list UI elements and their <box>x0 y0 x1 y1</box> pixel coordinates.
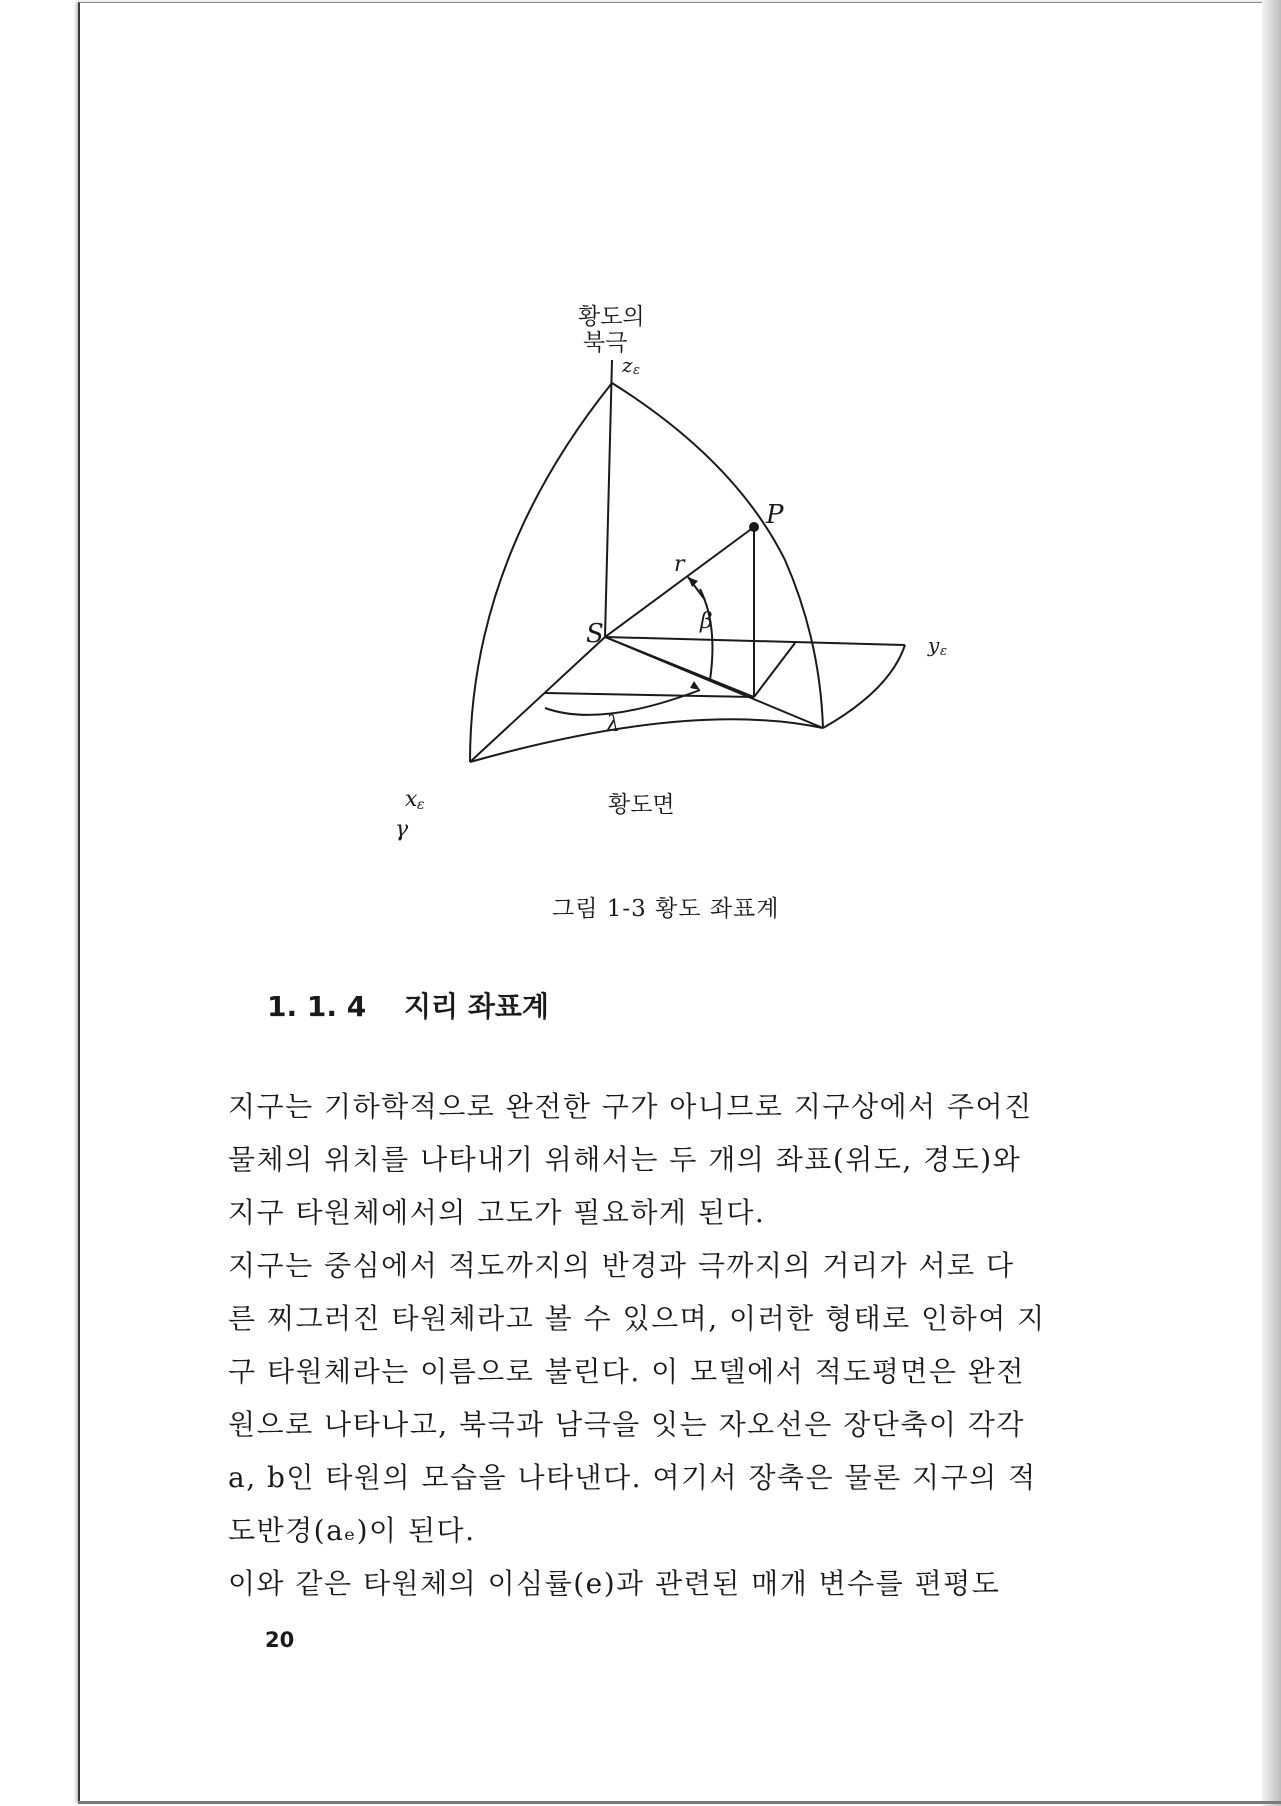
north-pole-label-line1: 황도의 <box>578 304 645 330</box>
foot-to-y <box>754 643 795 697</box>
ecliptic-plane-arc <box>470 719 823 762</box>
body-line: 지구는 중심에서 적도까지의 반경과 극까지의 거리가 서로 다 <box>228 1249 1015 1282</box>
vernal-equinox-label: γ <box>395 817 409 842</box>
meridian-arc-left <box>470 383 612 762</box>
body-line: 이와 같은 타원체의 이심률(e)과 관련된 매개 변수를 편평도 <box>228 1567 1001 1600</box>
body-line: 구 타원체라는 이름으로 불린다. 이 모델에서 적도평면은 완전 <box>228 1355 1025 1388</box>
x-axis <box>470 637 605 762</box>
point-p-label: P <box>766 500 784 530</box>
y-axis-label: y <box>928 633 940 657</box>
point-p-marker <box>749 522 759 532</box>
page-number: 20 <box>265 1628 295 1652</box>
meridian-arc-right <box>612 383 823 728</box>
radius-line <box>605 527 754 637</box>
section-number: 1. 1. 4 <box>267 990 367 1023</box>
body-line: 지구 타원체에서의 고도가 필요하게 된다. <box>228 1196 766 1229</box>
center-s-label: S <box>586 619 604 649</box>
equator-arc <box>823 645 905 728</box>
plane-guide <box>545 693 754 697</box>
body-line: a, b인 타원의 모습을 나타낸다. 여기서 장축은 물론 지구의 적 <box>228 1461 1037 1494</box>
north-pole-label-line2: 북극 <box>583 330 628 356</box>
longitude-lambda-label: λ <box>606 712 620 737</box>
beta-arc <box>700 589 712 680</box>
latitude-beta-label: β <box>700 609 713 634</box>
section-title: 지리 좌표계 <box>403 990 549 1023</box>
z-axis <box>605 360 612 637</box>
z-axis-label: z <box>622 353 633 377</box>
section-heading <box>267 985 549 1025</box>
body-line: 지구는 기하학적으로 완전한 구가 아니므로 지구상에서 주어진 <box>228 1090 1033 1123</box>
body-line: 도반경(aₑ)이 된다. <box>228 1514 476 1547</box>
body-line: 물체의 위치를 나타내기 위해서는 두 개의 좌표(위도, 경도)와 <box>228 1143 1022 1176</box>
z-axis-subscript: ε <box>633 363 640 378</box>
x-axis-subscript: ε <box>417 797 425 813</box>
figure-caption: 그림 1-3 황도 좌표계 <box>552 896 780 922</box>
body-line: 른 찌그러진 타원체라고 볼 수 있으며, 이러한 형태로 인하여 지 <box>228 1302 1046 1335</box>
r-arrowhead <box>688 577 698 587</box>
lambda-arrowhead <box>690 681 700 690</box>
body-paragraphs <box>228 1080 1141 1610</box>
y-axis-subscript: ε <box>940 644 947 659</box>
x-axis-label: x <box>405 787 418 812</box>
radius-r-label: r <box>674 552 685 577</box>
ecliptic-plane-label: 황도면 <box>608 792 675 818</box>
body-line: 원으로 나타나고, 북극과 남극을 잇는 자오선은 장단축이 각각 <box>228 1408 1025 1441</box>
